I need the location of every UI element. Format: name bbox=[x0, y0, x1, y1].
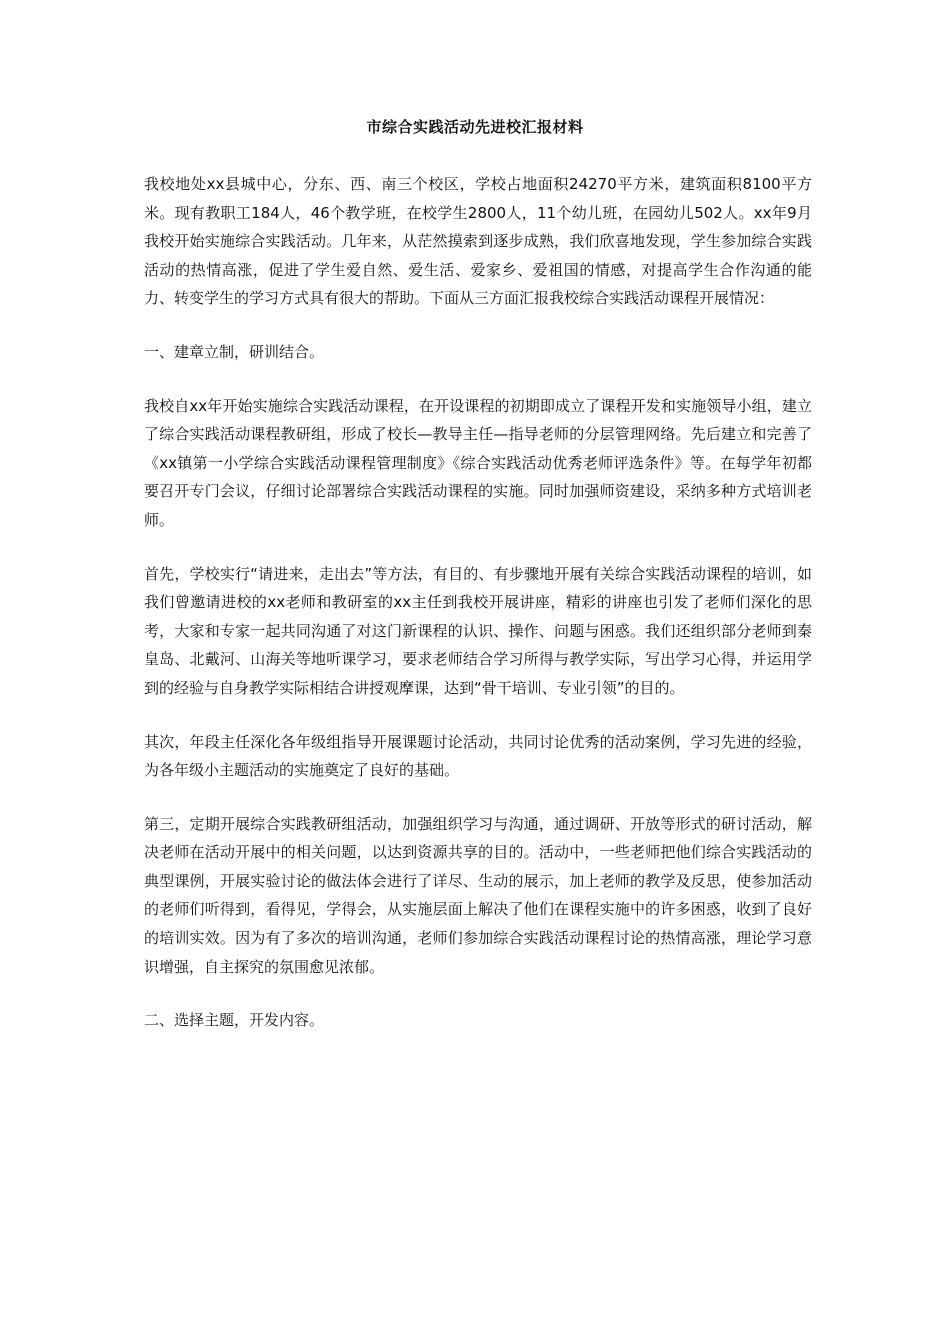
body-paragraph: 第三，定期开展综合实践教研组活动，加强组织学习与沟通，通过调研、开放等形式的研讨活动，解决老师在活动开展中的相关问题，以达到资源共享的目的。活动中，一些老师把他们综合实践活动的典型课例，开展实验讨论的做法体会进行了详尽、生动的展示，加上老师的教学及反思，使参加活动的老师们听得到，看得见，学得会，从实施层面上解决了他们在课程实施中的许多困惑，收到了良好的培训实效。因为有了多次的培训沟通，老师们参加综合实践活动课程讨论的热情高涨，理论学习意识增强，自主探究的氛围愈见浓郁。 bbox=[144, 814, 812, 976]
section-heading-1: 一、建章立制，研训结合。 bbox=[144, 342, 325, 361]
section-heading-2: 二、选择主题，开发内容。 bbox=[144, 1011, 325, 1030]
body-paragraph: 首先，学校实行“请进来，走出去”等方法，有目的、有步骤地开展有关综合实践活动课程的培训，如我们曾邀请进校的xx老师和教研室的xx主任到我校开展讲座，精彩的讲座也引发了老师们深化的思考，大家和专家一起共同沟通了对这门新课程的认识、操作、问题与困惑。我们还组织部分老师到秦皇岛、北戴河、山海关等地听课学习，要求老师结合学习所得与教学实际，写出学习心得，并运用学到的经验与自身教学实际相结合讲授观摩课，达到“骨干培训、专业引领”的目的。 bbox=[144, 564, 812, 697]
document-title: 市综合实践活动先进校汇报材料 bbox=[366, 118, 584, 136]
body-paragraph: 其次，年段主任深化各年级组指导开展课题讨论活动，共同讨论优秀的活动案例，学习先进的经验，为各年级小主题活动的实施奠定了良好的基础。 bbox=[144, 732, 812, 780]
body-paragraph: 我校自xx年开始实施综合实践活动课程，在开设课程的初期即成立了课程开发和实施领导小组，建立了综合实践活动课程教研组，形成了校长—教导主任—指导老师的分层管理网络。先后建立和完善了《xx镇第一小学综合实践活动课程管理制度》《综合实践活动优秀老师评选条件》等。在每学年初都要召开专门会议，仔细讨论部署综合实践活动课程的实施。同时加强师资建设，采纳多种方式培训老师。 bbox=[144, 396, 812, 529]
document-body bbox=[144, 170, 812, 1060]
intro-paragraph: 我校地处xx县城中心，分东、西、南三个校区，学校占地面积24270平方米，建筑面积8100平方米。现有教职工184人，46个教学班，在校学生2800人，11个幼儿班，在园幼儿502人。xx年9月我校开始实施综合实践活动。几年来，从茫然摸索到逐步成熟，我们欣喜地发现，学生参加综合实践活动的热情高涨，促进了学生爱自然、爱生活、爱家乡、爱祖国的情感，对提高学生合作沟通的能力、转变学生的学习方式具有很大的帮助。下面从三方面汇报我校综合实践活动课程开展情况： bbox=[144, 175, 812, 308]
